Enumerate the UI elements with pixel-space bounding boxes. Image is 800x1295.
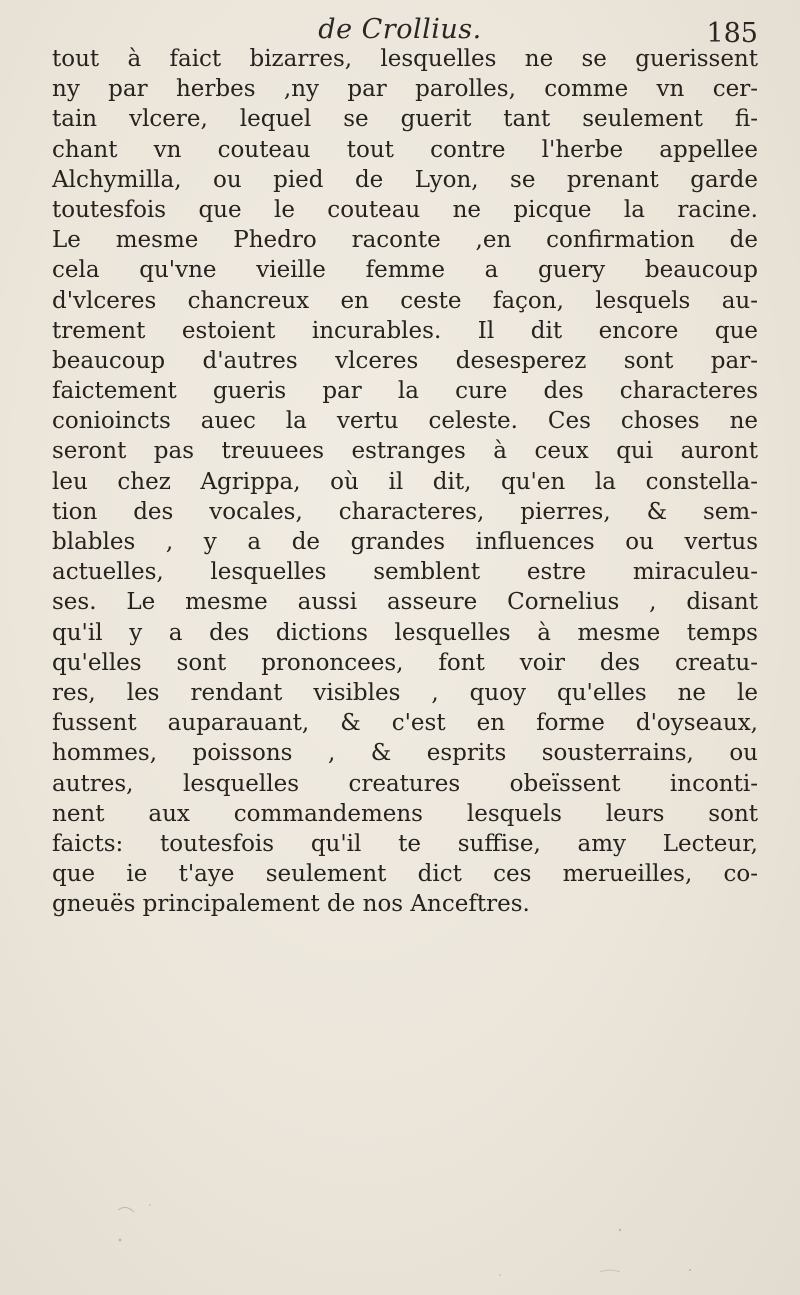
text-line: fussent auparauant, & c'est en forme d'oyseaux, bbox=[52, 710, 758, 737]
text-line: faictement gueris par la cure des characteres bbox=[52, 378, 758, 405]
text-line: qu'elles sont prononcees, font voir des creatu- bbox=[52, 649, 758, 676]
text-line: ny par herbes ,ny par parolles, comme vn cer- bbox=[52, 76, 758, 103]
text-line: autres, lesquelles creatures obeïssent inconti- bbox=[52, 770, 758, 797]
text-line: res, les rendant visibles , quoy qu'elles ne le bbox=[52, 679, 758, 706]
text-line: beaucoup d'autres vlceres desesperez sont par- bbox=[52, 347, 758, 374]
text-line: gneuës principalement de nos Anceftres. bbox=[52, 891, 530, 918]
text-line: leu chez Agrippa, où il dit, qu'en la constella- bbox=[52, 468, 758, 495]
text-line: Le mesme Phedro raconte ,en confirmation de bbox=[52, 227, 758, 254]
text-line: conioincts auec la vertu celeste. Ces choses ne bbox=[52, 408, 758, 435]
text-line: que ie t'aye seulement dict ces merueilles, co- bbox=[52, 861, 758, 888]
text-line: qu'il y a des dictions lesquelles à mesme temps bbox=[52, 619, 758, 646]
text-line: cela qu'vne vieille femme a guery beaucoup bbox=[52, 257, 758, 284]
text-line: d'vlceres chancreux en ceste façon, lesquels au- bbox=[52, 287, 758, 314]
text-line: trement estoient incurables. Il dit encore que bbox=[52, 317, 758, 344]
text-line: faicts: toutesfois qu'il te suffise, amy Lecteur, bbox=[52, 830, 758, 857]
running-title: de Crollius. bbox=[318, 14, 482, 45]
text-line: tout à faict bizarres, lesquelles ne se guerissent bbox=[52, 46, 758, 72]
text-line: Alchymilla, ou pied de Lyon, se prenant garde bbox=[52, 166, 758, 193]
text-line: nent aux commandemens lesquels leurs sont bbox=[52, 800, 758, 827]
text-line: actuelles, lesquelles semblent estre miraculeu- bbox=[52, 559, 758, 586]
text-line: chant vn couteau tout contre l'herbe appellee bbox=[52, 136, 758, 163]
text-line: ses. Le mesme aussi asseure Cornelius , disant bbox=[52, 589, 758, 616]
text-line: blables , y a de grandes influences ou vertus bbox=[52, 529, 758, 555]
body-text bbox=[52, 44, 758, 919]
text-line: hommes, poissons , & esprits sousterrains, ou bbox=[52, 740, 758, 767]
text-line: tain vlcere, lequel se guerit tant seulement fi- bbox=[52, 106, 758, 133]
text-line: tion des vocales, characteres, pierres, & sem- bbox=[52, 498, 758, 525]
text-line: toutesfois que le couteau ne picque la racine. bbox=[52, 196, 758, 223]
text-line: seront pas treuuees estranges à ceux qui auront bbox=[52, 438, 758, 465]
page-number: 185 bbox=[706, 18, 758, 49]
